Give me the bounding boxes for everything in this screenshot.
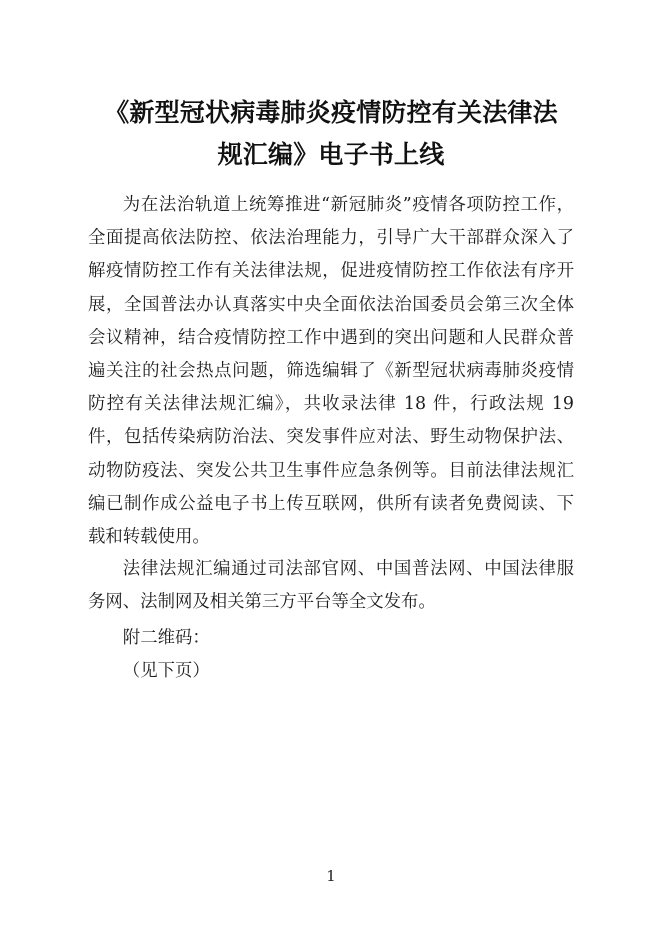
paragraph-text: 为在法治轨道上统筹推进“新冠肺炎”疫情各项防控工作，全面提高依法防控、依法治理能力，引导广大干部群众深入了解疫情防控工作有关法律法规，促进疫情防控工作依法有序开展，全国普法办认真落实中央全面依法治国委员会第三次全体会议精神，结合疫情防控工作中遇到的突出问题和人民群众普遍关注的社会热点问题，筛选编辑了《新型冠状病毒肺炎疫情防控有关法律法规汇编》，共收录法律 18 件，行政法规 19 件，包括传染病防治法、突发事件应对法、野生动物保护法、动物防疫法、突发公共卫生事件应急条例等。目前法律法规汇编已制作成公益电子书上传互联网，供所有读者免费阅读、下载和转载使用。 [88,195,574,548]
paragraph-text: 法律法规汇编通过司法部官网、中国普法网、中国法律服务网、法制网及相关第三方平台等全文发布。 [88,559,574,613]
appendix-note [88,622,574,655]
body-paragraph-1 [88,189,574,554]
appendix-reference-text: （见下页） [122,661,210,681]
title-line-1: 《新型冠状病毒肺炎疫情防控有关法律法 [104,98,558,127]
appendix-note-text: 附二维码： [122,628,210,648]
body-paragraph-2 [88,553,574,619]
title-line-2: 规汇编》电子书上线 [217,140,445,169]
appendix-reference [88,655,574,688]
page-number: 1 [326,867,336,885]
page-title [88,92,574,176]
